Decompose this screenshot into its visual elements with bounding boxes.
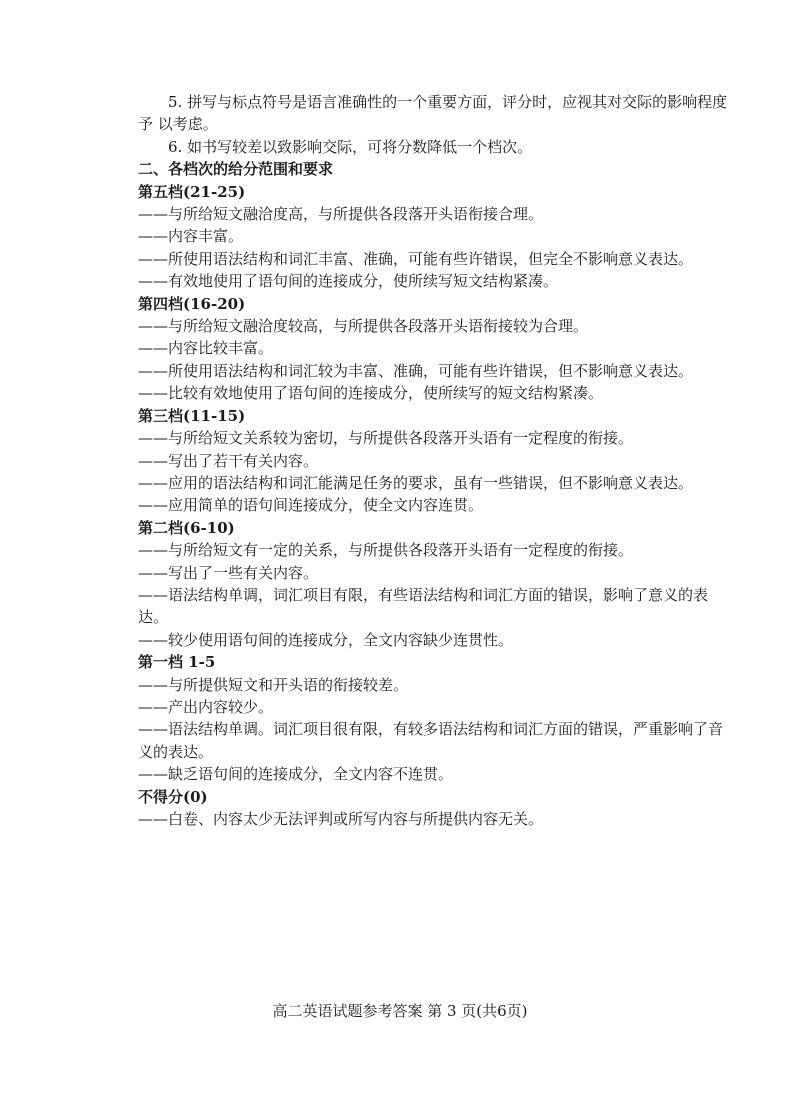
band-item: ——与所给短文融洽度较高，与所提供各段落开头语衔接较为合理。 <box>138 317 589 336</box>
band-title: 第一档 1-5 <box>138 653 216 672</box>
band-2 <box>138 517 728 651</box>
band-4 <box>138 293 728 405</box>
band-item: ——写出了一些有关内容。 <box>138 563 319 582</box>
band-item: ——有效地使用了语句间的连接成分，使所续写短文结构紧凑。 <box>138 272 559 291</box>
rule-6: 6. 如书写较差以致影响交际，可将分数降低一个档次。 <box>168 137 533 156</box>
band-title: 第三档(11-15) <box>138 406 246 425</box>
band-title: 第五档(21-25) <box>138 182 246 201</box>
band-item: ——白卷、内容太少无法评判或所写内容与所提供内容无关。 <box>138 810 544 828</box>
band-item: ——所使用语法结构和词汇较为丰富、准确，可能有些许错误，但不影响意义表达。 <box>138 361 694 380</box>
page-content <box>138 91 728 830</box>
band-1 <box>138 651 728 785</box>
band-5 <box>138 181 728 293</box>
band-title: 第二档(6-10) <box>138 518 235 537</box>
band-0 <box>138 786 728 831</box>
section-title: 二、各档次的给分范围和要求 <box>138 160 334 179</box>
band-item: ——所使用语法结构和词汇丰富、准确，可能有些许错误，但完全不影响意义表达。 <box>138 249 694 268</box>
band-item: ——与所给短文关系较为密切，与所提供各段落开头语有一定程度的衔接。 <box>138 429 634 448</box>
band-item: ——语法结构单调。词汇项目很有限，有较多语法结构和词汇方面的错误，严重影响了音义的表达。 <box>138 720 724 761</box>
band-item: ——与所给短文融洽度高，与所提供各段落开头语衔接合理。 <box>138 205 544 224</box>
band-item: ——较少使用语句间的连接成分，全文内容缺少连贯性。 <box>138 630 514 649</box>
band-item: ——写出了若干有关内容。 <box>138 451 319 470</box>
band-item: ——缺乏语句间的连接成分，全文内容不连贯。 <box>138 765 454 784</box>
rule-5: 5. 拼写与标点符号是语言准确性的一个重要方面，评分时，应视其对交际的影响程度予 以考虑。 <box>138 93 728 134</box>
band-title: 不得分(0) <box>138 787 208 806</box>
band-3 <box>138 405 728 517</box>
band-item: ——产出内容较少。 <box>138 697 274 716</box>
band-item: ——应用的语法结构和词汇能满足任务的要求，虽有一些错误，但不影响意义表达。 <box>138 473 694 492</box>
band-item: ——应用简单的语句间连接成分，使全文内容连贯。 <box>138 496 484 515</box>
band-item: ——与所提供短文和开头语的衔接较差。 <box>138 675 409 694</box>
band-item: ——与所给短文有一定的关系，与所提供各段落开头语有一定程度的衔接。 <box>138 541 634 560</box>
page-footer: 高二英语试题参考答案 第 3 页(共6页) <box>272 1002 528 1020</box>
band-item: ——比较有效地使用了语句间的连接成分，使所续写的短文结构紧凑。 <box>138 384 604 403</box>
band-item: ——内容丰富。 <box>138 227 244 246</box>
band-item: ——语法结构单调，词汇项目有限，有些语法结构和词汇方面的错误，影响了意义的表达。 <box>138 585 709 627</box>
band-title: 第四档(16-20) <box>138 294 246 313</box>
band-item: ——内容比较丰富。 <box>138 339 274 358</box>
